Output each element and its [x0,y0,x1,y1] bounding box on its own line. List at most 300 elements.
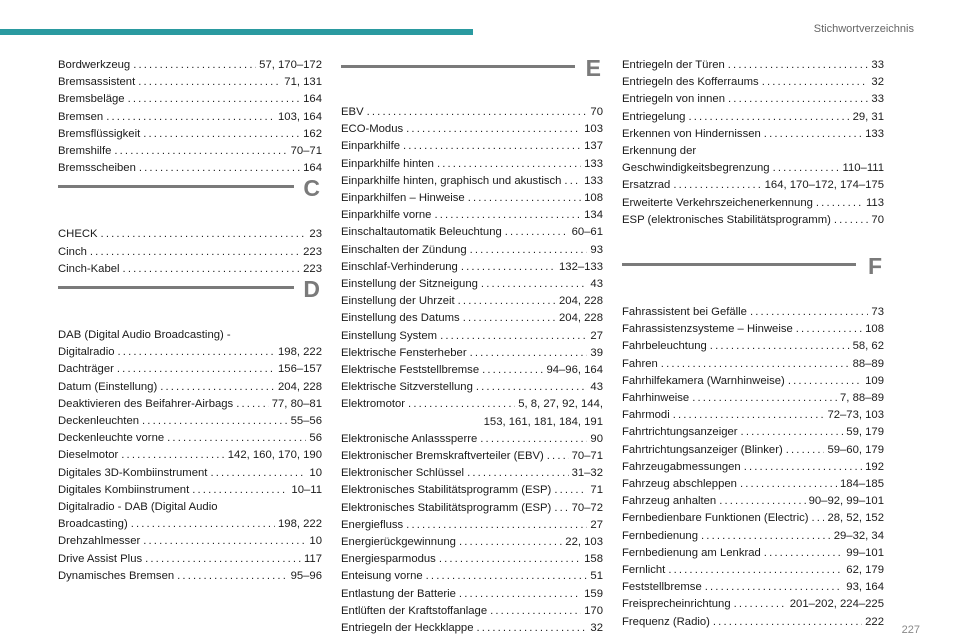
dot-leader [121,447,224,464]
index-entry-heading: Digitalradio - DAB (Digital Audio [58,501,218,514]
index-entry [341,586,603,603]
index-page-refs: 90–92, 99–101 [808,495,884,508]
index-term: Broadcasting) [58,518,128,531]
dot-leader [167,430,306,447]
dot-leader [139,160,300,177]
index-page-refs: 113 [865,196,884,209]
index-page-refs: 88–89 [852,357,884,370]
index-entry [622,459,884,476]
dot-leader [547,448,569,465]
index-page-refs: 223 [303,245,322,258]
section-letter: C [303,175,320,202]
index-entry [341,242,603,259]
index-page-refs: 62, 179 [846,564,884,577]
index-entry [622,579,884,596]
dot-leader [406,121,581,138]
dot-leader [177,568,287,585]
index-term: Entlüften der Kraftstoffanlage [341,604,488,617]
index-page-refs: 5, 8, 27, 92, 144, [518,398,603,411]
index-term: Bremsscheiben [58,162,136,175]
index-term: Bremshilfe [58,145,112,158]
index-column-3 [622,57,884,631]
index-term: Fernbedienung [622,529,699,542]
index-page-refs: 55–56 [290,415,322,428]
index-term: Einparkhilfe hinten [341,157,434,170]
dot-leader [143,533,306,550]
dot-leader [773,160,840,177]
index-entry-continuation: 153, 161, 181, 184, 191 [483,415,603,428]
dot-leader [117,361,275,378]
index-entry [58,465,322,482]
index-entry [622,442,884,459]
dot-leader [673,177,761,194]
dot-leader [692,390,837,407]
index-entry [58,413,322,430]
dot-leader [434,207,581,224]
index-term: Enteisung vorne [341,570,423,583]
dot-leader [458,293,556,310]
index-term: Digitales Kombiinstrument [58,483,190,496]
index-term: Freisprecheinrichtung [622,598,731,611]
index-entry [622,493,884,510]
index-page-refs: 43 [590,278,603,291]
index-page-refs: 59, 179 [846,426,884,439]
index-page-refs: 22, 103 [565,536,603,549]
section-divider [58,286,294,289]
index-group-e1 [341,104,603,414]
dot-leader [461,259,556,276]
index-term: Dynamisches Bremsen [58,569,175,582]
index-page-refs: 204, 228 [559,295,603,308]
dot-leader [192,482,288,499]
index-page-refs: 32 [871,76,884,89]
index-page-refs: 192 [865,460,884,473]
index-term: Elektromotor [341,398,406,411]
dot-leader [812,510,825,527]
dot-leader [728,57,869,74]
index-page-refs: 170 [584,604,603,617]
index-page-refs: 31–32 [571,467,603,480]
index-page-refs: 164 [303,93,322,106]
index-entry [341,345,603,362]
dot-leader [554,500,568,517]
index-entry [58,533,322,550]
index-entry-heading: DAB (Digital Audio Broadcasting) - [58,329,231,342]
index-page-refs: 59–60, 179 [827,443,884,456]
index-group-e3 [622,57,884,143]
dot-leader [740,476,837,493]
index-entry [341,104,603,121]
index-page-refs: 43 [590,381,603,394]
index-term: Cinch-Kabel [58,262,120,275]
index-term: Einschalten der Zündung [341,243,467,256]
index-page-refs: 71, 131 [284,76,322,89]
index-entry [622,304,884,321]
index-column-2 [341,57,603,637]
index-page-refs: 198, 222 [278,518,322,531]
index-entry [58,516,322,533]
index-term: Ersatzrad [622,179,671,192]
index-entry [341,465,603,482]
index-term: Einparkhilfen – Hinweise [341,192,465,205]
index-term: Elektronisches Stabilitätsprogramm (ESP) [341,484,552,497]
index-page-refs: 27 [590,329,603,342]
index-entry [58,261,322,278]
dot-leader [796,321,862,338]
dot-leader [101,226,307,243]
index-term: CHECK [58,228,98,241]
index-page-refs: 132–133 [559,260,603,273]
index-term: Einparkhilfe [341,140,401,153]
index-entry [341,138,603,155]
index-term: ECO-Modus [341,123,404,136]
index-entry [58,109,322,126]
index-page-refs: 27 [590,518,603,531]
index-term: Entlastung der Batterie [341,587,456,600]
dot-leader [440,328,587,345]
dot-leader [816,195,863,212]
index-entry [622,528,884,545]
dot-leader [481,276,588,293]
index-entry [622,614,884,631]
index-term: Energiefluss [341,518,404,531]
dot-leader [128,91,301,108]
index-term: Fahrzeug abschleppen [622,478,737,491]
index-entry [341,156,603,173]
dot-leader [459,586,581,603]
index-term: Entriegeln der Heckklappe [341,622,474,635]
index-page-refs: 95–96 [290,569,322,582]
dot-leader [210,465,306,482]
index-entry [58,143,322,160]
index-term: Bremsen [58,110,104,123]
index-term: Deaktivieren des Beifahrer-Airbags [58,397,234,410]
dot-leader [459,534,562,551]
index-entry [58,226,322,243]
index-page-refs: 204, 228 [559,312,603,325]
index-entry [622,373,884,390]
index-page-refs: 70–72 [571,501,603,514]
index-page-refs: 108 [865,323,884,336]
index-entry [341,500,603,517]
index-term: Einschlaf-Verhinderung [341,260,458,273]
index-entry [341,551,603,568]
index-entry [58,74,322,91]
index-entry [341,293,603,310]
index-page-refs: 70 [590,106,603,118]
index-page-refs: 117 [303,552,322,565]
dot-leader [143,126,300,143]
index-group-f [622,304,884,631]
index-entry [622,510,884,527]
index-page-refs: 10 [309,466,322,479]
index-term: Einstellung der Sitzneigung [341,278,478,291]
index-term: Fernbedienung am Lenkrad [622,546,761,559]
index-page-refs: 164, 170–172, 174–175 [764,179,884,192]
dot-leader [786,442,825,459]
dot-leader [688,109,849,126]
index-term: Bordwerkzeug [58,59,131,71]
index-page-refs: 23 [309,228,322,241]
index-entry [622,407,884,424]
index-page-refs: 39 [590,346,603,359]
index-page-refs: 51 [590,570,603,583]
index-page-refs: 94–96, 164 [546,364,603,377]
index-term: Fahrzeugabmessungen [622,460,741,473]
index-entry [341,259,603,276]
index-term: Geschwindigkeitsbegrenzung [622,162,770,175]
index-entry [341,276,603,293]
index-term: Einparkhilfe vorne [341,209,432,222]
dot-leader [123,261,301,278]
index-term: Bremsassistent [58,76,136,89]
index-term: Elektrische Sitzverstellung [341,381,473,394]
index-page-refs: 28, 52, 152 [827,512,884,525]
dot-leader [406,517,587,534]
dot-leader [710,338,850,355]
dot-leader [142,413,288,430]
index-term: Einschaltautomatik Beleuchtung [341,226,502,239]
section-letter: D [303,276,320,303]
index-entry [341,517,603,534]
index-page-refs: 32 [590,622,603,635]
dot-leader [468,190,581,207]
index-entry [622,212,884,229]
dot-leader [480,431,587,448]
index-entry [58,551,322,568]
index-term: Elektronischer Bremskraftverteiler (EBV) [341,450,544,463]
index-page-refs: 77, 80–81 [271,397,322,410]
dot-leader [133,57,256,74]
dot-leader [788,373,862,390]
dot-leader [439,551,581,568]
dot-leader [701,528,831,545]
index-entry [622,91,884,108]
index-page-refs: 134 [584,209,603,222]
index-column-1 [58,57,322,585]
index-page-refs: 93 [590,243,603,256]
dot-leader [744,459,862,476]
index-entry [341,603,603,620]
index-term: Cinch [58,245,87,258]
index-page-refs: 103, 164 [278,110,322,123]
section-divider [622,263,856,266]
section-letter: E [585,55,601,81]
index-page-refs: 29, 31 [852,110,884,123]
index-entry [622,545,884,562]
index-group-c [58,226,322,278]
index-term: Feststellbremse [622,581,702,594]
index-entry [58,244,322,261]
index-term: Fernlicht [622,564,666,577]
dot-leader [728,91,868,108]
index-term: Fernbedienbare Funktionen (Electric) [622,512,809,525]
index-term: Frequenz (Radio) [622,615,710,628]
index-entry [58,91,322,108]
section-header-c [58,177,322,226]
index-page-refs: 72–73, 103 [827,409,884,422]
dot-leader [467,465,569,482]
index-entry [341,482,603,499]
index-term: Fahrbeleuchtung [622,340,707,353]
index-term: Erweiterte Verkehrszeichenerkennung [622,196,813,209]
index-term: Fahrmodi [622,409,670,422]
index-entry [58,379,322,396]
dot-leader [477,620,588,637]
index-entry [341,121,603,138]
index-entry [341,328,603,345]
index-page-refs: 198, 222 [278,346,322,359]
index-term: Energiesparmodus [341,553,436,566]
index-page-refs: 142, 160, 170, 190 [227,449,322,462]
index-page-refs: 109 [865,374,884,387]
dot-leader [668,562,843,579]
index-term: Elektronische Anlasssperre [341,432,478,445]
index-term: Dachträger [58,363,114,376]
index-entry [622,321,884,338]
index-page-refs: 158 [584,553,603,566]
dot-leader [505,224,569,241]
index-entry [341,620,603,637]
dot-leader [470,345,588,362]
index-term: Entriegeln der Türen [622,59,725,71]
index-page-refs: 159 [584,587,603,600]
header-accent-bar [0,29,473,35]
index-page-refs: 99–101 [846,546,884,559]
index-entry [622,476,884,493]
index-term: Fahrtrichtungsanzeiger [622,426,738,439]
index-term: Drehzahlmesser [58,535,141,548]
index-entry [341,448,603,465]
index-entry [622,424,884,441]
index-page-refs: 7, 88–89 [840,392,884,405]
index-term: Einstellung System [341,329,438,342]
index-entry-heading: Erkennung der [622,145,697,158]
index-term: Bremsbeläge [58,93,125,106]
index-term: Entriegeln von innen [622,93,726,106]
index-term: Elektrische Feststellbremse [341,364,480,377]
dot-leader [564,173,581,190]
index-entry [341,431,603,448]
index-group-e2 [341,431,603,637]
section-divider [341,65,575,68]
index-entry [622,177,884,194]
index-term: Elektronischer Schlüssel [341,467,465,480]
index-page-refs: 108 [584,192,603,205]
dot-leader [426,568,588,585]
index-entry [622,126,884,143]
index-entry [622,356,884,373]
index-page-refs: 184–185 [840,478,884,491]
index-term: Bremsflüssigkeit [58,127,141,140]
index-page-refs: 201–202, 224–225 [789,598,884,611]
dot-leader [713,614,862,631]
index-entry [622,74,884,91]
index-page-refs: 164 [303,162,322,175]
index-term: Entriegelung [622,110,686,123]
page-number: 227 [901,624,920,636]
index-page-refs: 10–11 [291,483,322,496]
index-term: Entriegeln des Kofferraums [622,76,759,89]
index-term: Einparkhilfe hinten, graphisch und akustisch [341,174,562,187]
index-term: Fahrtrichtungsanzeiger (Blinker) [622,443,783,456]
index-page-refs: 223 [303,262,322,275]
dot-leader [114,143,287,160]
index-entry [58,447,322,464]
index-page-refs: 33 [871,59,884,71]
index-term: Erkennen von Hindernissen [622,127,761,140]
index-group-e4 [622,160,884,229]
index-group-d2 [58,516,322,585]
index-page-refs: 73 [871,306,884,319]
index-page-refs: 70 [871,213,884,226]
section-header-f [622,255,884,304]
index-page-refs: 162 [303,127,322,140]
index-page-refs: 57, 170–172 [259,59,322,71]
index-term: Elektronisches Stabilitätsprogramm (ESP) [341,501,552,514]
dot-leader [762,74,869,91]
index-page-refs: 204, 228 [278,380,322,393]
index-term: Dieselmotor [58,449,119,462]
dot-leader [554,482,587,499]
page-header-title: Stichwortverzeichnis [813,23,914,35]
index-term: EBV [341,106,364,118]
dot-leader [145,551,301,568]
index-page-refs: 90 [590,432,603,445]
index-entry [622,195,884,212]
index-page-refs: 58, 62 [852,340,884,353]
index-term: Energierückgewinnung [341,536,456,549]
dot-leader [90,244,300,261]
index-page-refs: 29–32, 34 [833,529,884,542]
index-entry [622,596,884,613]
index-page-refs: 222 [865,615,884,628]
index-group-d [58,344,322,499]
index-entry [341,207,603,224]
index-page-refs: 93, 164 [846,581,884,594]
index-term: Fahrassistent bei Gefälle [622,306,747,319]
index-page-refs: 70–71 [290,145,322,158]
index-page-refs: 103 [584,123,603,136]
index-page-refs: 70–71 [571,450,603,463]
dot-leader [764,126,862,143]
index-term: Fahrzeug anhalten [622,495,717,508]
dot-leader [661,356,850,373]
index-page-refs: 110–111 [842,162,884,175]
index-term: Fahrhinweise [622,392,690,405]
dot-leader [476,379,588,396]
index-page-refs: 156–157 [278,363,322,376]
dot-leader [118,344,276,361]
index-entry [341,534,603,551]
index-term: Einstellung der Uhrzeit [341,295,455,308]
index-entry [622,57,884,74]
index-entry [341,396,603,413]
dot-leader [705,579,844,596]
index-entry [58,430,322,447]
index-entry [341,568,603,585]
index-entry [622,338,884,355]
dot-leader [408,396,515,413]
index-term: Fahren [622,357,658,370]
dot-leader [482,362,543,379]
dot-leader [236,396,269,413]
dot-leader [734,596,787,613]
index-entry [58,482,322,499]
dot-leader [106,109,275,126]
dot-leader [764,545,844,562]
index-entry [341,173,603,190]
